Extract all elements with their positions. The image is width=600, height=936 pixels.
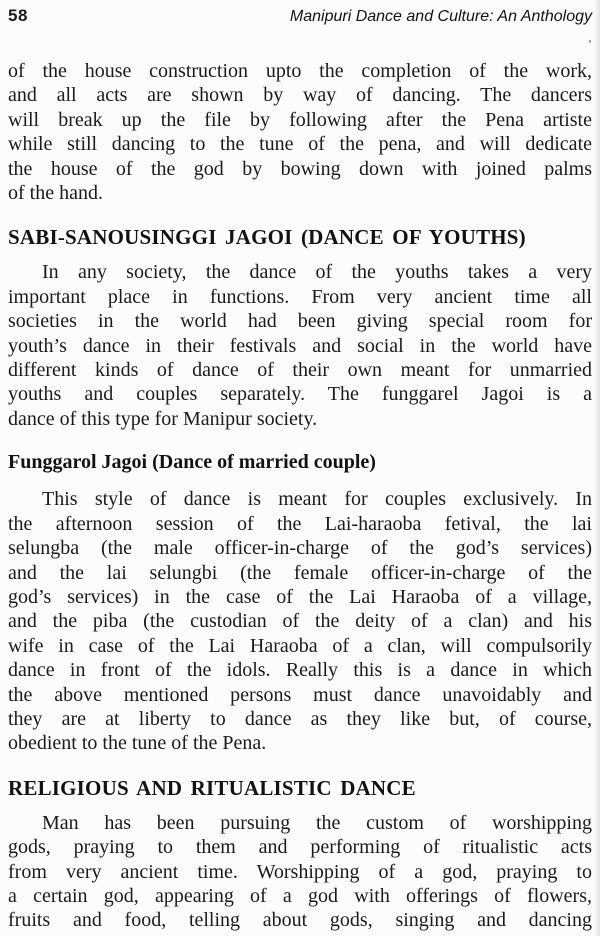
text-line: dance of this type for Manipur society. [8, 407, 318, 430]
text-line: fruits and food, telling about gods, singing and dancing [8, 909, 592, 932]
text-line: will break up the file by following after the Pena artiste [8, 108, 592, 131]
text-line: the house of the god by bowing down with joined palms [8, 157, 592, 180]
section-heading: SABI-SANOUSINGGI JAGOI (DANCE OF YOUTHS) [8, 225, 526, 250]
book-title: Manipuri Dance and Culture: An Anthology [289, 8, 592, 25]
text-line: societies in the world had been giving special room for [8, 310, 592, 333]
text-line: obedient to the tune of the Pena. [8, 732, 267, 755]
text-line: In any society, the dance of the youths takes a very [42, 261, 592, 284]
text-line: This style of dance is meant for couples exclusively. In [42, 488, 592, 511]
paragraph [8, 59, 592, 205]
text-line: of the house construction upto the completion of the work, [8, 60, 592, 82]
text-line: of the hand. [8, 182, 103, 205]
text-line: from very ancient time. Worshipping of a god, praying to [8, 860, 592, 883]
text-line: Man has been pursuing the custom of worshipping [42, 811, 592, 834]
text-line: the afternoon session of the Lai-haraoba fetival, the lai [8, 512, 592, 535]
text-line: the above mentioned persons must dance unavoidably and [8, 683, 592, 706]
page-content [0, 59, 600, 933]
text-line: and all acts are shown by way of dancing. The dancers [8, 84, 592, 107]
text-line: god’s services) in the case of the Lai Haraoba of a village, [8, 585, 592, 608]
text-line: youths and couples separately. The funggarel Jagoi is a [8, 383, 592, 406]
text-line: while still dancing to the tune of the pena, and will dedicate [8, 133, 592, 156]
text-line: dance in front of the idols. Really this is a dance in which [8, 659, 592, 682]
paragraph [8, 260, 592, 431]
paragraph [8, 811, 592, 933]
text-line: wife in case of the Lai Haraoba of a clan, will compulsorily [8, 634, 592, 657]
text-line: and the piba (the custodian of the deity of a clan) and his [8, 610, 592, 633]
section-heading: RELIGIOUS AND RITUALISTIC DANCE [8, 775, 416, 800]
section-heading: Funggarol Jagoi (Dance of married couple) [8, 451, 376, 474]
text-line: youth’s dance in their festivals and social in the world have [8, 334, 592, 357]
paragraph [8, 487, 592, 755]
text-line: they are at liberty to dance as they like but, of course, [8, 707, 592, 730]
scan-artifact-dot [589, 40, 591, 43]
text-line: important place in functions. From very ancient time all [8, 285, 592, 308]
text-line: gods, praying to them and performing of ritualistic acts [8, 836, 592, 859]
running-header [0, 0, 600, 26]
text-line: a certain god, appearing of a god with offerings of flowers, [8, 884, 592, 907]
page-number: 58 [8, 6, 28, 25]
text-line: different kinds of dance of their own meant for unmarried [8, 359, 592, 382]
text-line: selungba (the male officer-in-charge of the god’s services) [8, 537, 592, 560]
text-line: and the lai selungbi (the female officer-in-charge of the [8, 561, 592, 584]
